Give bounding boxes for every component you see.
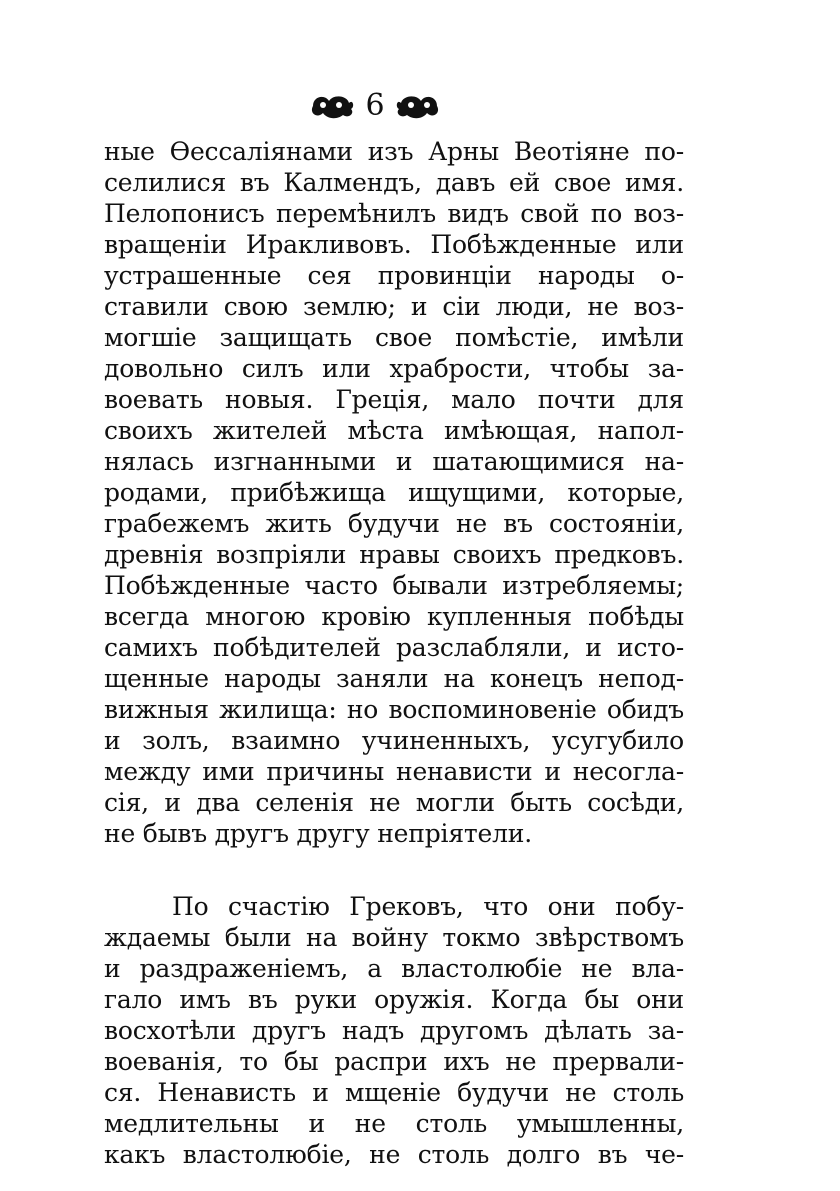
text-line: древнія возпріяли нравы своихъ предковъ. bbox=[104, 540, 684, 569]
text-line: щенные народы заняли на конецъ непод- bbox=[104, 664, 684, 693]
text-line: воеванія, то бы распри ихъ не прервали- bbox=[104, 1047, 684, 1076]
text-line: ные Ѳессаліянами изъ Арны Веотіяне по- bbox=[104, 137, 684, 166]
right-ornament-icon bbox=[393, 91, 443, 121]
text-line: довольно силъ или храбрости, чтобы за- bbox=[104, 354, 684, 383]
text-line: устрашенные сея провинціи народы о- bbox=[104, 261, 684, 290]
text-line: ставили свою землю; и сіи люди, не воз- bbox=[104, 292, 684, 321]
left-ornament-icon bbox=[307, 91, 357, 121]
text-line: По счастію Грековъ, что они побу- bbox=[172, 892, 684, 921]
page-number: 6 bbox=[365, 88, 385, 123]
text-line: гало имъ въ руки оружія. Когда бы они bbox=[104, 985, 684, 1014]
text-line: самихъ побѣдителей разслабляли, и исто- bbox=[104, 633, 684, 662]
text-line: медлительны и не столь умышленны, bbox=[104, 1109, 684, 1138]
text-line: селилися въ Калмендъ, давъ ей свое имя. bbox=[104, 168, 684, 197]
text-line: и золъ, взаимно учиненныхъ, усугубило bbox=[104, 726, 684, 755]
text-line: грабежемъ жить будучи не въ состояніи, bbox=[104, 509, 684, 538]
text-line: своихъ жителей мѣста имѣющая, напол- bbox=[104, 416, 684, 445]
text-line: всегда многою кровію купленныя побѣды bbox=[104, 602, 684, 631]
page-header bbox=[300, 86, 450, 126]
text-line: родами, прибѣжища ищущими, которые, bbox=[104, 478, 684, 507]
text-line: нялась изгнанными и шатающимися на- bbox=[104, 447, 684, 476]
text-line: вижныя жилища: но воспоминовеніе обидъ bbox=[104, 695, 684, 724]
text-line: ся. Ненависть и мщеніе будучи не столь bbox=[104, 1078, 684, 1107]
text-line: и раздраженіемъ, а властолюбіе не вла- bbox=[104, 954, 684, 983]
text-line: вращеніи Иракливовъ. Побѣжденные или bbox=[104, 230, 684, 259]
text-line: восхотѣли другъ надъ другомъ дѣлать за- bbox=[104, 1016, 684, 1045]
text-line: ждаемы были на войну токмо звѣрствомъ bbox=[104, 923, 684, 952]
text-line: воевать новыя. Греція, мало почти для bbox=[104, 385, 684, 414]
text-line: сія, и два селенія не могли быть сосѣди, bbox=[104, 788, 684, 817]
text-line: какъ властолюбіе, не столь долго въ че- bbox=[104, 1140, 684, 1169]
text-line: Побѣжденные часто бывали изтребляемы; bbox=[104, 571, 684, 600]
text-line: не бывъ другъ другу непріятели. bbox=[104, 819, 533, 848]
text-line: между ими причины ненависти и несогла- bbox=[104, 757, 684, 786]
text-line: могшіе защищать свое помѣстіе, имѣли bbox=[104, 323, 684, 352]
text-line: Пелопонисъ перемѣнилъ видъ свой по воз- bbox=[104, 199, 684, 228]
